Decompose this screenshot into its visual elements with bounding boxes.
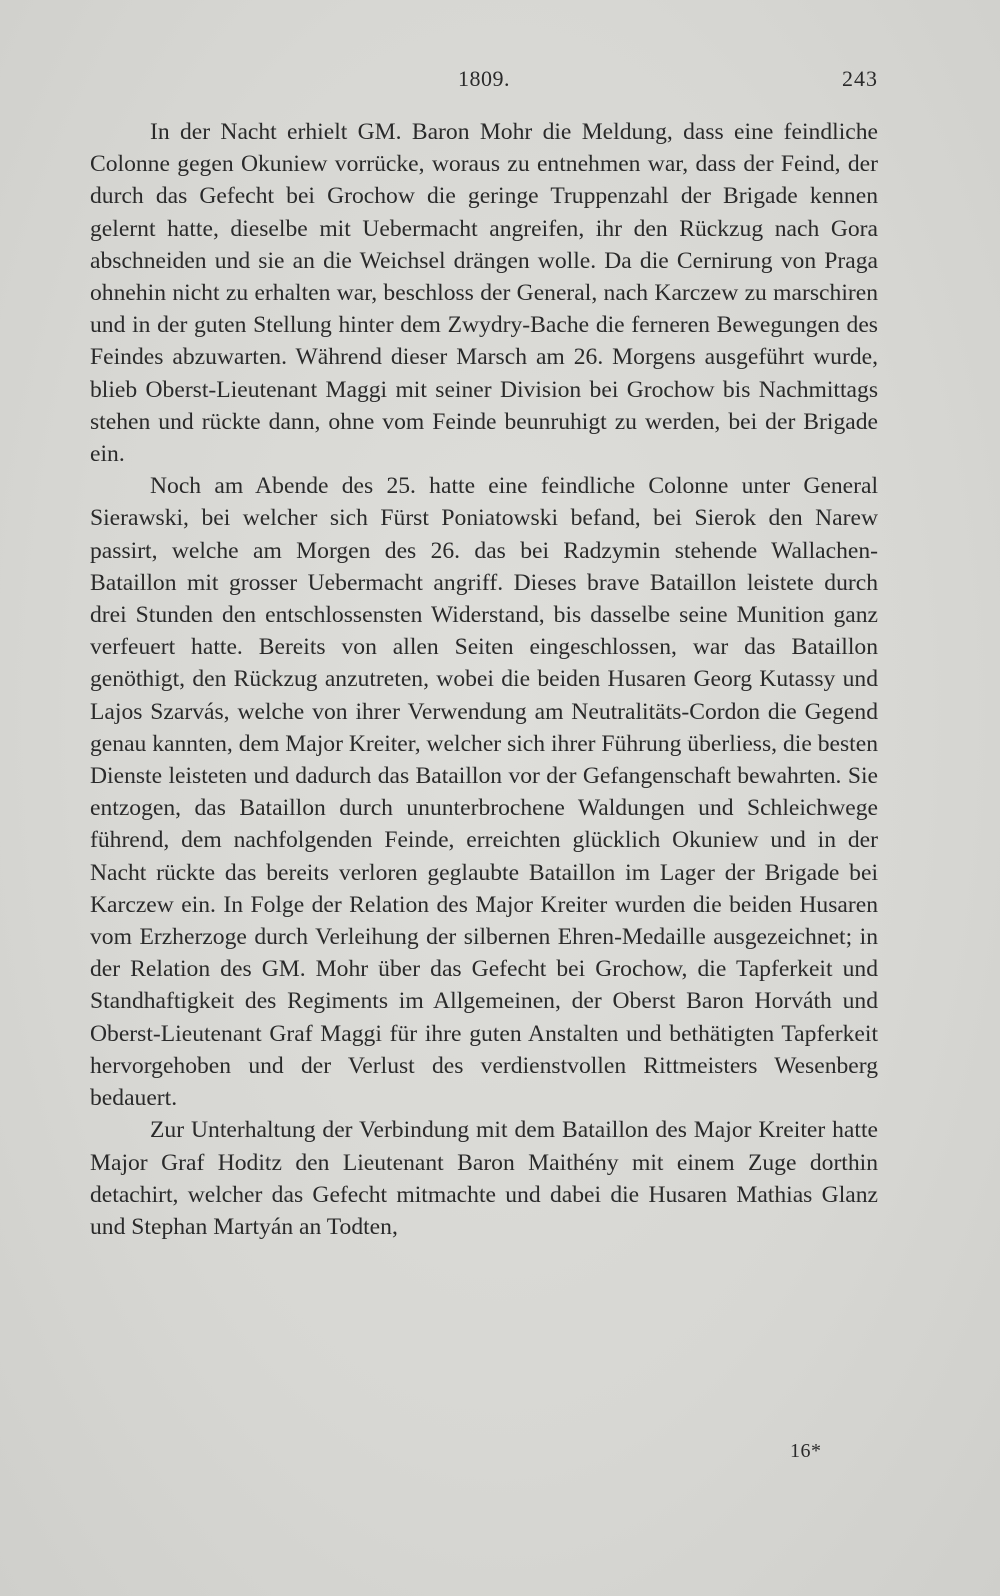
paragraph: In der Nacht erhielt GM. Baron Mohr die Meldung, dass eine feindliche Colonne gegen Okuniew vorrücke, woraus zu entnehmen war, dass der Feind, der durch das Gefecht bei Grochow die geringe Truppenzahl der Brigade kennen gelernt hatte, dieselbe mit Uebermacht angreifen, ihr den Rückzug nach Gora abschneiden und sie an die Weichsel drängen wolle. Da die Cernirung von Praga ohnehin nicht zu erhalten war, beschloss der General, nach Karczew zu marschiren und in der guten Stellung hinter dem Zwydry-Bache die ferneren Bewegungen des Feindes abzuwarten. Während dieser Marsch am 26. Morgens ausgeführt wurde, blieb Oberst-Lieutenant Maggi mit seiner Division bei Grochow bis Nachmittags stehen und rückte dann, ohne vom Feinde beunruhigt zu werden, bei der Brigade ein. [90, 119, 878, 468]
paragraph: Zur Unterhaltung der Verbindung mit dem Bataillon des Major Kreiter hatte Major Graf Hoditz den Lieutenant Baron Maithény mit einem Zuge dorthin detachirt, welcher das Gefecht mitmachte und dabei die Husaren Mathias Glanz und Stephan Martyán an Todten, [90, 1117, 878, 1240]
header-year: 1809. [458, 66, 510, 91]
signature-mark: 16* [790, 1440, 822, 1462]
body-text [90, 116, 878, 1243]
paragraph: Noch am Abende des 25. hatte eine feindliche Colonne unter General Sierawski, bei welcher sich Fürst Poniatowski befand, bei Sierok den Narew passirt, welche am Morgen des 26. das bei Radzymin stehende Wallachen-Bataillon mit grosser Uebermacht angriff. Dieses brave Bataillon leistete durch drei Stunden den entschlossensten Widerstand, bis dasselbe seine Munition ganz verfeuert hatte. Bereits von allen Seiten eingeschlossen, war das Bataillon genöthigt, den Rückzug anzutreten, wobei die beiden Husaren Georg Kutassy und Lajos Szarvás, welche von ihrer Verwendung am Neutralitäts-Cordon die Gegend genau kannten, dem Major Kreiter, welcher sich ihrer Führung überliess, die besten Dienste leisteten und dadurch das Bataillon vor der Gefangenschaft bewahrten. Sie entzogen, das Bataillon durch ununterbrochene Waldungen und Schleichwege führend, dem nachfolgenden Feinde, erreichten glücklich Okuniew und in der Nacht rückte das bereits verloren geglaubte Bataillon im Lager der Brigade bei Karczew ein. In Folge der Relation des Major Kreiter wurden die beiden Husaren vom Erzherzoge durch Verleihung der silbernen Ehren-Medaille ausgezeichnet; in der Relation des GM. Mohr über das Gefecht bei Grochow, die Tapferkeit und Standhaftigkeit des Regiments im Allgemeinen, der Oberst Baron Horváth und Oberst-Lieutenant Graf Maggi für ihre guten Anstalten und bethätigten Tapferkeit hervorgehoben und der Verlust des verdienstvollen Rittmeisters Wesenberg bedauert. [90, 473, 878, 1112]
running-header [90, 66, 878, 98]
page-number: 243 [842, 66, 878, 91]
